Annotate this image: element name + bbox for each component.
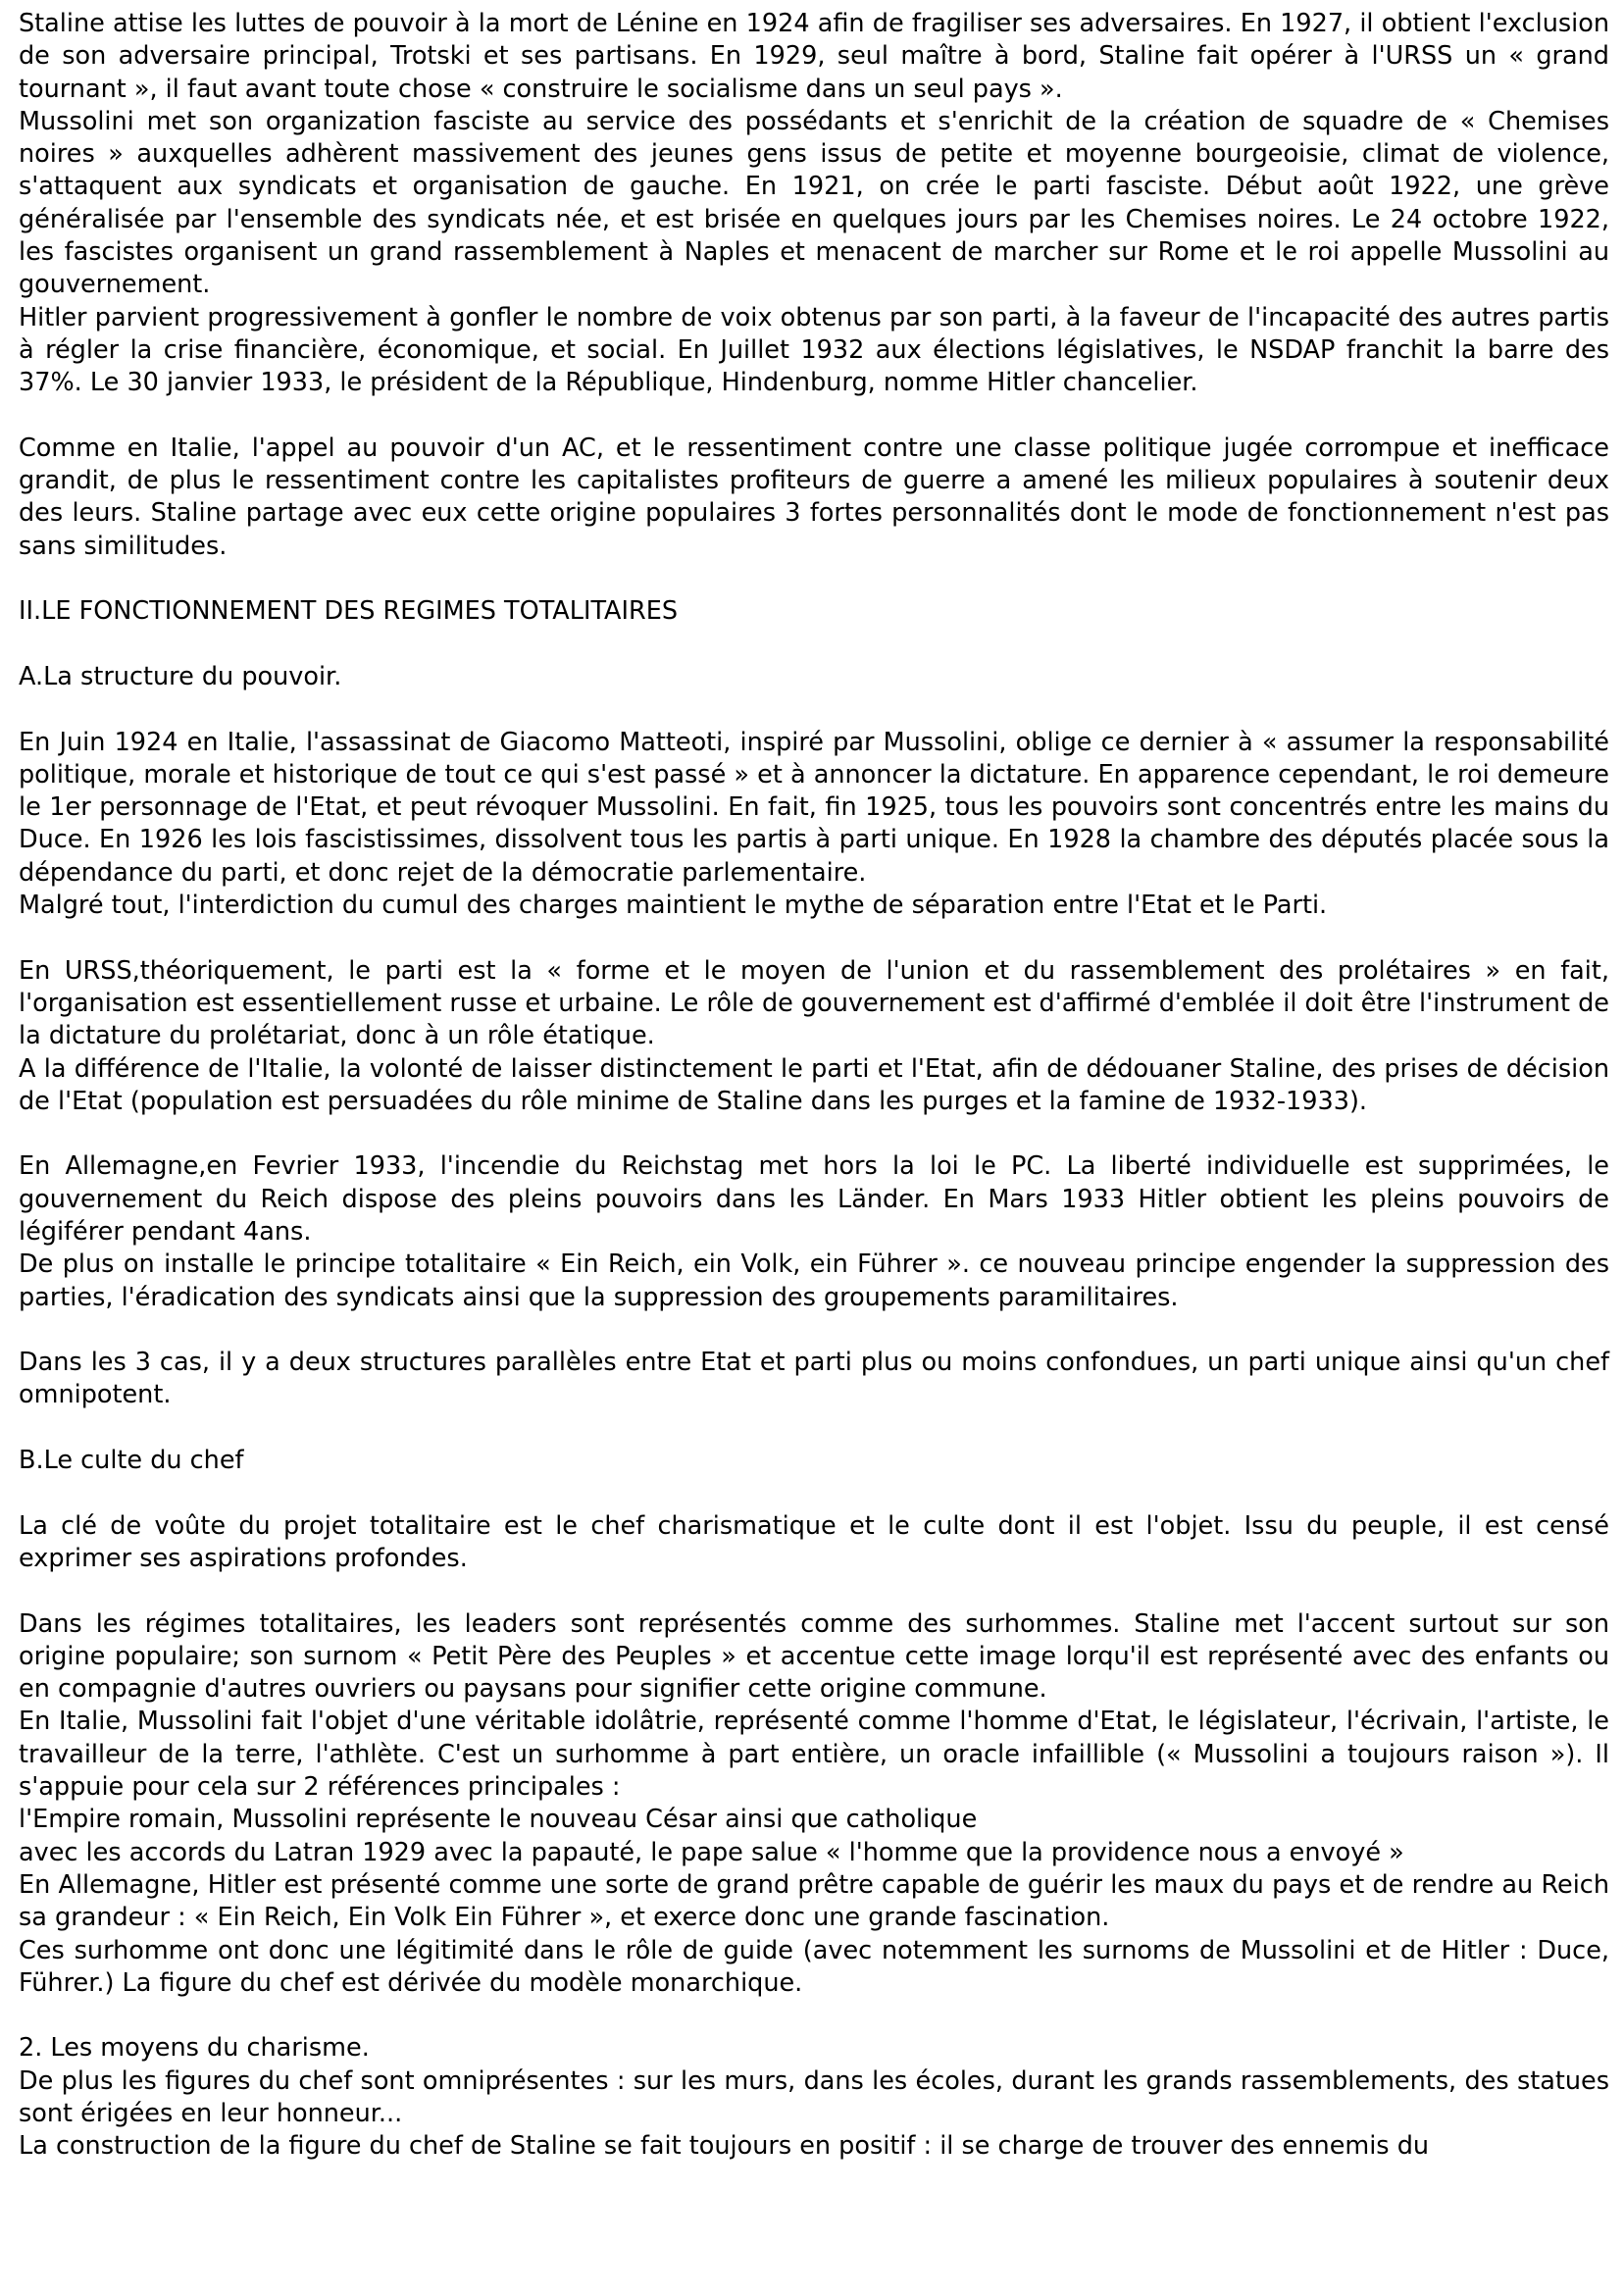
blank-line: [19, 1314, 1609, 1347]
blank-line: [19, 693, 1609, 726]
paragraph: l'Empire romain, Mussolini représente le nouveau César ainsi que catholique: [19, 1805, 978, 1835]
paragraph: avec les accords du Latran 1929 avec la papauté, le pape salue « l'homme que la providence nous a envoyé »: [19, 1837, 1404, 1867]
subsection-heading: 2. Les moyens du charisme.: [19, 2033, 370, 2064]
subsection-heading: B.Le culte du chef: [19, 1446, 244, 1476]
paragraph: Dans les 3 cas, il y a deux structures parallèles entre Etat et parti plus ou moins confondues, un parti unique ainsi qu'un chef omnipotent.: [19, 1348, 1609, 1410]
paragraph: De plus les figures du chef sont omniprésentes : sur les murs, dans les écoles, durant les grands rassemblements, des statues sont érigées en leur honneur...: [19, 2065, 1609, 2128]
section-heading: II.LE FONCTIONNEMENT DES REGIMES TOTALITAIRES: [19, 596, 679, 627]
paragraph: La clé de voûte du projet totalitaire est le chef charismatique et le culte dont il est l'objet. Issu du peuple, il est censé exprimer ses aspirations profondes.: [19, 1510, 1609, 1573]
blank-line: [19, 1477, 1609, 1509]
blank-line: [19, 1412, 1609, 1445]
paragraph: Ces surhomme ont donc une légitimité dans le rôle de guide (avec notemment les surnoms de Mussolini et de Hitler : Duce, Führer.) La figure du chef est dérivée du modèle monarchique.: [19, 1935, 1609, 1998]
paragraph: De plus on installe le principe totalitaire « Ein Reich, ein Volk, ein Führer ». ce nouveau principe engender la suppression des parties, l'éradication des syndicats ainsi que la suppression des groupements paramilitaires.: [19, 1249, 1609, 1312]
subsection-heading: A.La structure du pouvoir.: [19, 661, 342, 691]
paragraph: En URSS,théoriquement, le parti est la « forme et le moyen de l'union et du rassemblement des prolétaires » en fait, l'organisation est essentiellement russe et urbaine. Le rôle de gouvernement est d'affirmé d'emblée il doit être l'instrument de la dictature du prolétariat, donc à un rôle étatique.: [19, 955, 1609, 1051]
paragraph: En Allemagne,en Fevrier 1933, l'incendie du Reichstag met hors la loi le PC. La liberté individuelle est supprimées, le gouvernement du Reich dispose des pleins pouvoirs dans les Länder. En Mars 1933 Hitler obtient les pleins pouvoirs de légiférer pendant 4ans.: [19, 1151, 1609, 1247]
paragraph: Hitler parvient progressivement à gonfler le nombre de voix obtenus par son parti, à la faveur de l'incapacité des autres partis à régler la crise financière, économique, et social. En Juillet 1932 aux élections législatives, le NSDAP franchit la barre des 37%. Le 30 janvier 1933, le président de la République, Hindenburg, nomme Hitler chancelier.: [19, 302, 1609, 398]
paragraph: Staline attise les luttes de pouvoir à la mort de Lénine en 1924 afin de fragiliser ses adversaires. En 1927, il obtient l'exclusion de son adversaire principal, Trotski et ses partisans. En 1929, seul maître à bord, Staline fait opérer à l'URSS un « grand tournant », il faut avant toute chose « construire le socialisme dans un seul pays ».: [19, 9, 1609, 104]
paragraph: En Italie, Mussolini fait l'objet d'une véritable idolâtrie, représenté comme l'homme d'Etat, le législateur, l'écrivain, l'artiste, le travailleur de la terre, l'athlète. C'est un surhomme à part entière, un oracle infaillible (« Mussolini a toujours raison »). Il s'appuie pour cela sur 2 références principales :: [19, 1707, 1609, 1803]
document-page: [19, 8, 1609, 2164]
paragraph: Malgré tout, l'interdiction du cumul des charges maintient le mythe de séparation entre l'Etat et le Parti.: [19, 891, 1328, 921]
blank-line: [19, 563, 1609, 595]
paragraph: En Allemagne, Hitler est présenté comme une sorte de grand prêtre capable de guérir les maux du pays et de rendre au Reich sa grandeur : « Ein Reich, Ein Volk Ein Führer », et exerce donc une grande fascination.: [19, 1869, 1609, 1933]
paragraph: La construction de la figure du chef de Staline se fait toujours en positif : il se charge de trouver des ennemis du: [19, 2131, 1430, 2162]
paragraph: En Juin 1924 en Italie, l'assassinat de Giacomo Matteoti, inspiré par Mussolini, oblige ce dernier à « assumer la responsabilité politique, morale et historique de tout ce qui s'est passé » et à annoncer la dictature. En apparence cependant, le roi demeure le 1er personnage de l'Etat, et peut révoquer Mussolini. En fait, fin 1925, tous les pouvoirs sont concentrés entre les mains du Duce. En 1926 les lois fascistissimes, dissolvent tous les partis à parti unique. En 1928 la chambre des députés placée sous la dépendance du parti, et donc rejet de la démocratie parlementaire.: [19, 727, 1609, 888]
blank-line: [19, 1575, 1609, 1607]
blank-line: [19, 400, 1609, 433]
blank-line: [19, 629, 1609, 661]
paragraph: A la différence de l'Italie, la volonté de laisser distinctement le parti et l'Etat, afin de dédouaner Staline, des prises de décision de l'Etat (population est persuadées du rôle minime de Staline dans les purges et la famine de 1932-1933).: [19, 1053, 1609, 1116]
blank-line: [19, 1118, 1609, 1150]
blank-line: [19, 922, 1609, 954]
paragraph: Mussolini met son organization fasciste au service des possédants et s'enrichit de la création de squadre de « Chemises noires » auxquelles adhèrent massivement des jeunes gens issus de petite et moyenne bourgeoisie, climat de violence, s'attaquent aux syndicats et organisation de gauche. En 1921, on crée le parti fasciste. Début août 1922, une grève généralisée par l'ensemble des syndicats née, et est brisée en quelques jours par les Chemises noires. Le 24 octobre 1922, les fascistes organisent un grand rassemblement à Naples et menacent de marcher sur Rome et le roi appelle Mussolini au gouvernement.: [19, 106, 1609, 300]
paragraph: Dans les régimes totalitaires, les leaders sont représentés comme des surhommes. Staline met l'accent surtout sur son origine populaire; son surnom « Petit Père des Peuples » et accentue cette image lorqu'il est représenté avec des enfants ou en compagnie d'autres ouvriers ou paysans pour signifier cette origine commune.: [19, 1608, 1609, 1705]
paragraph: Comme en Italie, l'appel au pouvoir d'un AC, et le ressentiment contre une classe politique jugée corrompue et inefficace grandit, de plus le ressentiment contre les capitalistes profiteurs de guerre a amené les milieux populaires à soutenir deux des leurs. Staline partage avec eux cette origine populaires 3 fortes personnalités dont le mode de fonctionnement n'est pas sans similitudes.: [19, 433, 1609, 561]
blank-line: [19, 2000, 1609, 2032]
